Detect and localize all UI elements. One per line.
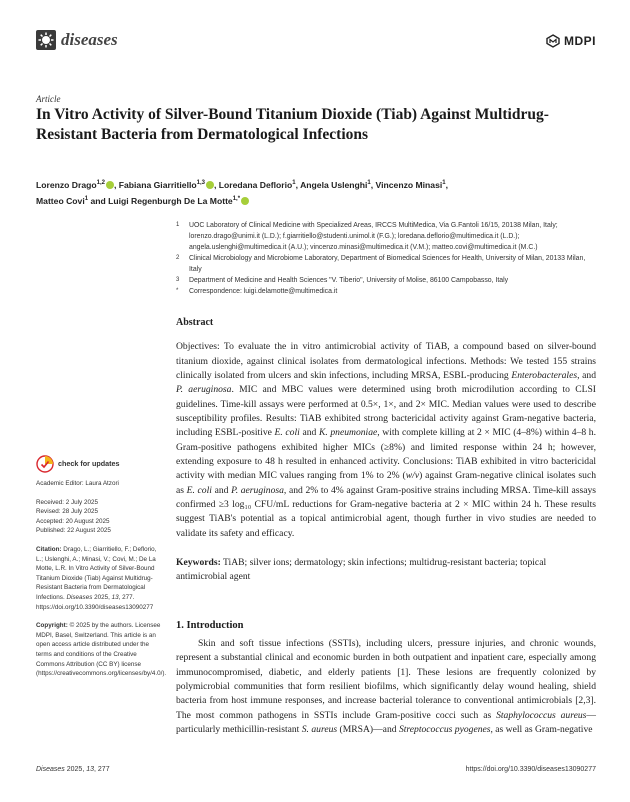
keywords-section bbox=[176, 556, 596, 585]
check-for-updates-label: check for updates bbox=[58, 459, 120, 468]
author-affil-sup: 1 bbox=[84, 196, 89, 203]
abstract-italic: E. coli bbox=[274, 427, 300, 439]
publication-dates bbox=[36, 498, 164, 536]
affiliation-text: UOC Laboratory of Clinical Medicine with Specialized Areas, IRCCS MultiMedica, Via G.Fantoli 16/15, 20138 Milan, Italy; lorenzo.drago@unimi.it (L.D.); f.giarritiello@studenti.unimol.it (F.G.); loredana.deflorio@multimedica.it (L.D.); angela.uslenghi@multimedica.it (A.U.); vincenzo.minasi@multimedica.it (V.M.); matteo.covi@multimedica.it (M.C.) bbox=[189, 222, 558, 251]
abstract-italic: P. aeruginosa bbox=[231, 484, 284, 496]
intro-italic: S. aureus bbox=[301, 724, 338, 736]
affiliations bbox=[176, 220, 596, 297]
citation-block bbox=[36, 545, 164, 612]
article-title: In Vitro Activity of Silver-Bound Titanium Dioxide (Tiab) Against Multidrug-Resistant Bacteria from Dermatological Infections bbox=[36, 106, 549, 143]
intro-text-run: , as well as Gram-negative bbox=[490, 724, 593, 736]
mdpi-emblem-icon bbox=[546, 34, 560, 48]
intro-italic: Staphylococcus aureus bbox=[496, 709, 587, 721]
orcid-icon[interactable] bbox=[241, 197, 249, 205]
author-name[interactable]: Angela Uslenghi bbox=[300, 180, 368, 190]
article-type: Article bbox=[36, 94, 61, 104]
abstract-text-run: , and bbox=[577, 370, 596, 382]
intro-text-run: (MRSA)—and bbox=[337, 724, 399, 736]
citation-text: 2025, bbox=[92, 593, 112, 601]
keywords-text: TiAB; silver ions; dermatology; skin infections; multidrug-resistant bacteria; topical antimicrobial agent bbox=[176, 557, 547, 583]
intro-italic: Streptococcus pyogenes bbox=[398, 724, 491, 736]
footer-year: 2025, bbox=[64, 766, 87, 773]
affiliation-number: 3 bbox=[176, 277, 180, 283]
author-affil-sup: 1 bbox=[442, 180, 446, 187]
journal-logo[interactable] bbox=[36, 30, 118, 50]
abstract-italic: w/v bbox=[405, 470, 420, 482]
affiliation-item bbox=[176, 220, 596, 253]
accepted-date: Accepted: 20 August 2025 bbox=[36, 517, 110, 525]
abstract-heading: Abstract bbox=[176, 317, 214, 328]
copyright-block bbox=[36, 621, 167, 679]
abstract-section bbox=[176, 316, 596, 541]
introduction-text bbox=[176, 637, 596, 737]
abstract-text-run: , with complete killing at 2 × MIC (4–8%) within 4–8 h. Gram-positive pathogens exhibited higher MICs (≥8%) and limited response within 24 h; however, extending exposure to 48 h resulted in enhanced activity. Conclusions: TiAB exhibited in vitro bactericidal activity with median MIC values ranging from 1% to 2% ( bbox=[176, 427, 596, 482]
author-line-1: Lorenzo Drago$^{1,2}$ , Fabiana Giarritiello$^{1,3}$ , Loredana Deflorio$^1$, Angela Uslenghi$^1$, Vincenzo Minasi$^1$, bbox=[36, 180, 448, 190]
citation-text: Drago, L.; Giarritiello, F.; Deflorio, L.; Uslenghi, A.; Minasi, V.; Covi, M.; De La Motte, L.R. In Vitro Activity of Silver-Bound Titanium Dioxide (Tiab) Against Multidrug-Resistant Bacteria from Dermatological Infections. bbox=[36, 545, 157, 601]
citation-volume: 13 bbox=[111, 593, 119, 601]
author-name[interactable]: Loredana Deflorio bbox=[218, 180, 293, 190]
author-affil-sup: 1,* bbox=[232, 196, 241, 203]
author-name[interactable]: Lorenzo Drago bbox=[36, 180, 97, 190]
citation-journal: Diseases bbox=[66, 593, 93, 601]
citation-label: Citation: bbox=[36, 545, 62, 553]
published-date: Published: 22 August 2025 bbox=[36, 527, 111, 535]
author-affil-sup: 1 bbox=[367, 180, 371, 187]
correspondence bbox=[176, 286, 596, 297]
abstract-text-run: Objectives: To evaluate the in vitro antimicrobial activity of TiAB, a compound based on silver-bound titanium dioxide, against clinical isolates from dermatological infections. Methods: We tested 155 strains clinically isolated from ulcers and skin infections, including MRSA, ESBL-producing bbox=[176, 341, 596, 382]
affiliation-number: * bbox=[176, 288, 179, 294]
author-name[interactable]: Matteo Covi bbox=[36, 196, 85, 206]
affiliation-item bbox=[176, 253, 596, 275]
introduction-heading: 1. Introduction bbox=[176, 620, 244, 631]
journal-name: diseases bbox=[61, 30, 118, 49]
introduction-section bbox=[176, 620, 596, 737]
author-conjunction: and bbox=[90, 196, 106, 206]
author-list bbox=[36, 177, 596, 209]
abstract-italic: E. coli bbox=[186, 484, 212, 496]
affiliation-text: Clinical Microbiology and Microbiome Laboratory, Department of Biomedical Sciences for Health, University of Milan, 20133 Milan, Italy bbox=[189, 255, 586, 273]
received-date: Received: 2 July 2025 bbox=[36, 498, 98, 506]
intro-text-run: —particularly methicillin-resistant bbox=[176, 709, 596, 736]
article-info-sidebar bbox=[36, 455, 167, 679]
footer-doi-link[interactable]: https://doi.org/10.3390/diseases13090277 bbox=[465, 766, 596, 773]
keywords-label: Keywords: bbox=[176, 557, 221, 568]
virus-icon bbox=[36, 30, 56, 50]
affiliation-item bbox=[176, 275, 596, 286]
intro-text-run: Skin and soft tissue infections (SSTIs), including ulcers, pressure injuries, and chronic wounds, represent a substantial clinical and economic burden in both outpatient and inpatient care, especially among immunocompromised, diabetic, and elderly patients [1]. These lesions are frequently colonized by polymicrobial communities that form resilient biofilms, which significantly delay wound healing, shield bacteria from host immune responses, and increase bacterial tolerance to conventional antimicrobials [2,3]. The most common pathogens in SSTIs include Gram-positive cocci such as bbox=[176, 638, 596, 721]
correspondence-text[interactable]: Correspondence: luigi.delamotte@multimedica.it bbox=[189, 288, 338, 295]
abstract-text-run: ) against Gram-negative clinical isolates such as bbox=[176, 470, 597, 496]
author-affil-sup: 1,2 bbox=[96, 180, 105, 187]
author-name[interactable]: Fabiana Giarritiello bbox=[118, 180, 197, 190]
orcid-icon[interactable] bbox=[206, 181, 214, 189]
abstract-text-run: , and 2% to 4% against Gram-positive strains including MRSA. Time-kill assays confirmed ≥3 log₁₀ CFU/mL reductions for Gram-negative bacteria at 2 × MIC within 24 h. These results suggest TiAB's potential as a topical antimicrobial agent, though further in vivo studies are needed to validate its safety and efficacy. bbox=[176, 484, 596, 539]
publisher-name: MDPI bbox=[564, 34, 596, 48]
page-header bbox=[36, 30, 596, 66]
abstract-text bbox=[176, 340, 596, 541]
orcid-icon[interactable] bbox=[106, 181, 114, 189]
author-affil-sup: 1,3 bbox=[196, 180, 205, 187]
footer-volume: 13 bbox=[86, 766, 95, 773]
abstract-italic: Enterobacterales bbox=[511, 370, 578, 382]
footer-page: , 277 bbox=[94, 766, 110, 773]
publisher-logo[interactable] bbox=[546, 34, 596, 48]
author-name[interactable]: Luigi Regenburgh De La Motte bbox=[108, 196, 233, 206]
abstract-text-run: and bbox=[211, 484, 232, 496]
academic-editor: Academic Editor: Laura Atzori bbox=[36, 480, 119, 487]
footer-citation bbox=[36, 766, 110, 773]
author-affil-sup: 1 bbox=[292, 180, 296, 187]
abstract-text-run: and bbox=[299, 427, 319, 439]
affiliation-number: 1 bbox=[176, 222, 180, 228]
footer-journal: Diseases bbox=[36, 766, 65, 773]
abstract-italic: K. pneumoniae bbox=[318, 427, 378, 439]
citation-doi[interactable]: , 277. https://doi.org/10.3390/diseases13090277 bbox=[36, 593, 154, 611]
copyright-text: © 2025 by the authors. Licensee MDPI, Basel, Switzerland. This article is an open access article distributed under the terms and conditions of the Creative Commons Attribution (CC BY) license (https://creativecommons.org/licenses/by/4.0/). bbox=[36, 622, 167, 678]
author-line-2 bbox=[36, 193, 596, 209]
author-name[interactable]: Vincenzo Minasi bbox=[375, 180, 443, 190]
revised-date: Revised: 28 July 2025 bbox=[36, 508, 98, 516]
abstract-text-run: . MIC and MBC values were determined using broth microdilution according to CLSI guidelines. Time-kill assays were performed at 0.5×, 1×, and 2× MIC. Median values were used to describe susceptibility profiles. Results: TiAB exhibited strong bactericidal activity against Gram-negative bacteria, including ESBL-positive bbox=[176, 384, 596, 439]
crossmark-icon bbox=[36, 455, 54, 473]
copyright-label: Copyright: bbox=[36, 622, 68, 630]
affiliation-number: 2 bbox=[176, 255, 180, 261]
check-for-updates-button[interactable] bbox=[36, 455, 164, 473]
affiliation-text: Department of Medicine and Health Sciences "V. Tiberio", University of Molise, 86100 Campobasso, Italy bbox=[189, 277, 509, 284]
abstract-italic: P. aeruginosa bbox=[176, 384, 232, 396]
